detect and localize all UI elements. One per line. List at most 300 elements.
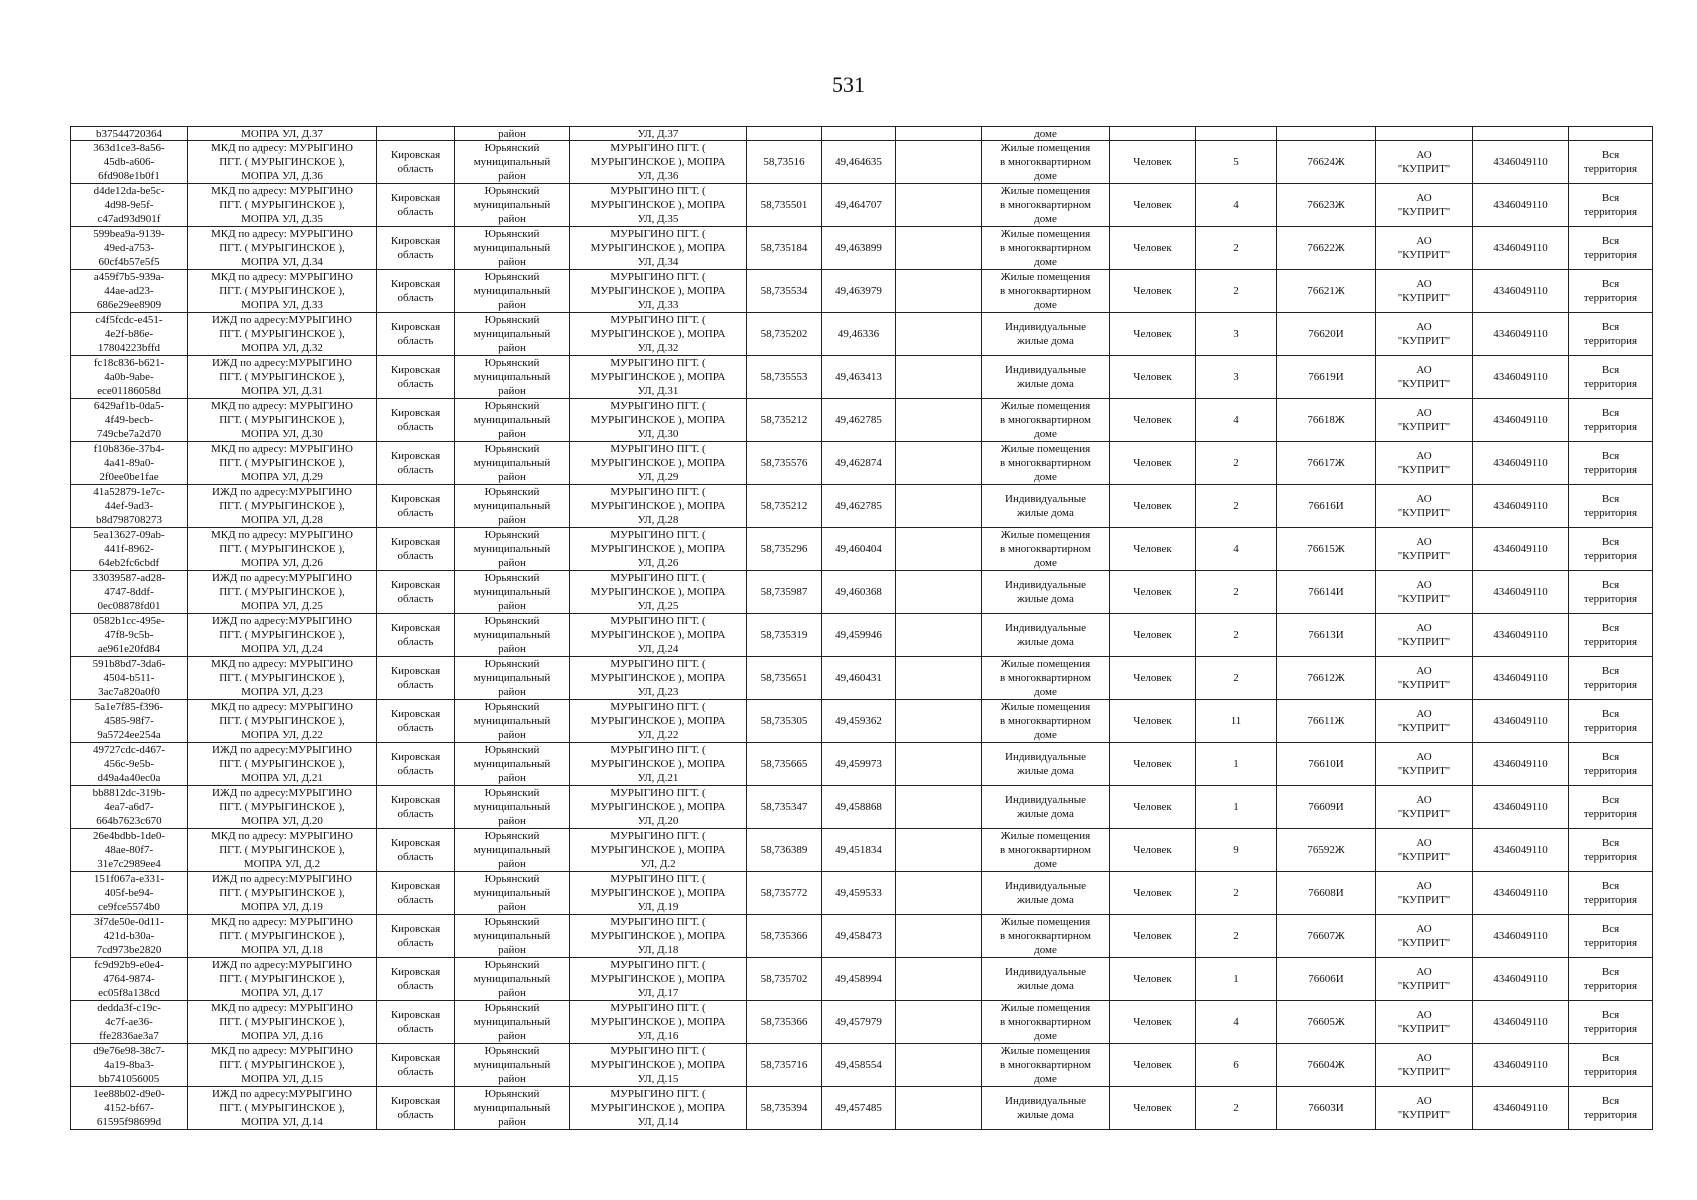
table-row (71, 270, 1653, 313)
object-name-cell: ИЖД по адресу:МУРЫГИНО ПГТ. ( МУРЫГИНСКОЕ ), МОПРА УЛ, Д.32 (188, 313, 377, 356)
code-cell: 76620И (1277, 313, 1376, 356)
empty-cell (896, 270, 982, 313)
district-cell: Юрьянский муниципальный район (455, 1087, 570, 1130)
territory-cell: Вся территория (1569, 227, 1653, 270)
code-cell: 76623Ж (1277, 184, 1376, 227)
unit-cell: Человек (1110, 614, 1196, 657)
table-row (71, 657, 1653, 700)
table-body (71, 127, 1653, 1130)
address-cell: УЛ, Д.37 (570, 127, 747, 141)
quantity-cell: 4 (1196, 528, 1277, 571)
latitude-cell: 58,735651 (747, 657, 822, 700)
latitude-cell: 58,735501 (747, 184, 822, 227)
latitude-cell: 58,735184 (747, 227, 822, 270)
address-cell: МУРЫГИНО ПГТ. ( МУРЫГИНСКОЕ ), МОПРА УЛ, Д.33 (570, 270, 747, 313)
latitude-cell: 58,735394 (747, 1087, 822, 1130)
region-cell: Кировская область (377, 528, 455, 571)
code-cell: 76618Ж (1277, 399, 1376, 442)
code-cell (1277, 127, 1376, 141)
latitude-cell: 58,735202 (747, 313, 822, 356)
category-cell: Индивидуальные жилые дома (982, 786, 1110, 829)
organization-cell: АО "КУПРИТ" (1376, 1001, 1473, 1044)
longitude-cell: 49,459973 (822, 743, 896, 786)
quantity-cell: 1 (1196, 786, 1277, 829)
district-cell: Юрьянский муниципальный район (455, 571, 570, 614)
inn-cell: 4346049110 (1473, 786, 1569, 829)
code-cell: 76605Ж (1277, 1001, 1376, 1044)
organization-cell: АО "КУПРИТ" (1376, 270, 1473, 313)
inn-cell: 4346049110 (1473, 485, 1569, 528)
table-row (71, 872, 1653, 915)
guid-cell: 591b8bd7-3da6- 4504-b511- 3ac7a820a0f0 (71, 657, 188, 700)
longitude-cell: 49,458994 (822, 958, 896, 1001)
table-row (71, 184, 1653, 227)
latitude-cell: 58,735296 (747, 528, 822, 571)
empty-cell (896, 743, 982, 786)
district-cell: Юрьянский муниципальный район (455, 872, 570, 915)
unit-cell: Человек (1110, 786, 1196, 829)
guid-cell: 6429af1b-0da5- 4f49-becb- 749cbe7a2d70 (71, 399, 188, 442)
region-cell: Кировская область (377, 829, 455, 872)
unit-cell: Человек (1110, 958, 1196, 1001)
table-row (71, 958, 1653, 1001)
table-row (71, 141, 1653, 184)
longitude-cell: 49,460368 (822, 571, 896, 614)
territory-cell: Вся территория (1569, 442, 1653, 485)
region-cell: Кировская область (377, 614, 455, 657)
region-cell: Кировская область (377, 872, 455, 915)
region-cell: Кировская область (377, 227, 455, 270)
inn-cell: 4346049110 (1473, 571, 1569, 614)
address-cell: МУРЫГИНО ПГТ. ( МУРЫГИНСКОЕ ), МОПРА УЛ, Д.34 (570, 227, 747, 270)
district-cell: Юрьянский муниципальный район (455, 313, 570, 356)
guid-cell: 363d1ce3-8a56- 45db-a606- 6fd908e1b0f1 (71, 141, 188, 184)
inn-cell (1473, 127, 1569, 141)
district-cell: Юрьянский муниципальный район (455, 356, 570, 399)
quantity-cell: 2 (1196, 442, 1277, 485)
region-cell: Кировская область (377, 313, 455, 356)
address-cell: МУРЫГИНО ПГТ. ( МУРЫГИНСКОЕ ), МОПРА УЛ, Д.22 (570, 700, 747, 743)
territory-cell: Вся территория (1569, 614, 1653, 657)
longitude-cell: 49,457979 (822, 1001, 896, 1044)
empty-cell (896, 1087, 982, 1130)
code-cell: 76613И (1277, 614, 1376, 657)
code-cell: 76615Ж (1277, 528, 1376, 571)
inn-cell: 4346049110 (1473, 700, 1569, 743)
quantity-cell: 6 (1196, 1044, 1277, 1087)
territory-cell: Вся территория (1569, 657, 1653, 700)
object-name-cell: ИЖД по адресу:МУРЫГИНО ПГТ. ( МУРЫГИНСКОЕ ), МОПРА УЛ, Д.28 (188, 485, 377, 528)
quantity-cell: 1 (1196, 958, 1277, 1001)
region-cell: Кировская область (377, 915, 455, 958)
quantity-cell: 1 (1196, 743, 1277, 786)
object-name-cell: МКД по адресу: МУРЫГИНО ПГТ. ( МУРЫГИНСКОЕ ), МОПРА УЛ, Д.15 (188, 1044, 377, 1087)
quantity-cell: 2 (1196, 227, 1277, 270)
category-cell: Индивидуальные жилые дома (982, 958, 1110, 1001)
longitude-cell: 49,458554 (822, 1044, 896, 1087)
quantity-cell: 4 (1196, 184, 1277, 227)
unit-cell: Человек (1110, 915, 1196, 958)
address-cell: МУРЫГИНО ПГТ. ( МУРЫГИНСКОЕ ), МОПРА УЛ, Д.31 (570, 356, 747, 399)
district-cell: Юрьянский муниципальный район (455, 743, 570, 786)
latitude-cell: 58,735212 (747, 485, 822, 528)
category-cell: Жилые помещения в многоквартирном доме (982, 700, 1110, 743)
district-cell: Юрьянский муниципальный район (455, 227, 570, 270)
inn-cell: 4346049110 (1473, 313, 1569, 356)
region-cell: Кировская область (377, 571, 455, 614)
organization-cell: АО "КУПРИТ" (1376, 743, 1473, 786)
unit-cell: Человек (1110, 442, 1196, 485)
latitude-cell: 58,735366 (747, 1001, 822, 1044)
empty-cell (896, 227, 982, 270)
address-cell: МУРЫГИНО ПГТ. ( МУРЫГИНСКОЕ ), МОПРА УЛ, Д.32 (570, 313, 747, 356)
empty-cell (896, 829, 982, 872)
longitude-cell: 49,451834 (822, 829, 896, 872)
code-cell: 76616И (1277, 485, 1376, 528)
code-cell: 76610И (1277, 743, 1376, 786)
inn-cell: 4346049110 (1473, 915, 1569, 958)
organization-cell: АО "КУПРИТ" (1376, 313, 1473, 356)
longitude-cell: 49,458473 (822, 915, 896, 958)
guid-cell: 41a52879-1e7c- 44ef-9ad3- b8d798708273 (71, 485, 188, 528)
address-cell: МУРЫГИНО ПГТ. ( МУРЫГИНСКОЕ ), МОПРА УЛ, Д.15 (570, 1044, 747, 1087)
category-cell: Индивидуальные жилые дома (982, 872, 1110, 915)
organization-cell: АО "КУПРИТ" (1376, 571, 1473, 614)
empty-cell (896, 184, 982, 227)
longitude-cell (822, 127, 896, 141)
quantity-cell: 2 (1196, 571, 1277, 614)
object-name-cell: МКД по адресу: МУРЫГИНО ПГТ. ( МУРЫГИНСКОЕ ), МОПРА УЛ, Д.26 (188, 528, 377, 571)
code-cell: 76607Ж (1277, 915, 1376, 958)
district-cell: Юрьянский муниципальный район (455, 1001, 570, 1044)
organization-cell: АО "КУПРИТ" (1376, 442, 1473, 485)
district-cell: Юрьянский муниципальный район (455, 141, 570, 184)
territory-cell: Вся территория (1569, 700, 1653, 743)
inn-cell: 4346049110 (1473, 356, 1569, 399)
district-cell: Юрьянский муниципальный район (455, 786, 570, 829)
longitude-cell: 49,463899 (822, 227, 896, 270)
category-cell: Жилые помещения в многоквартирном доме (982, 399, 1110, 442)
longitude-cell: 49,458868 (822, 786, 896, 829)
latitude-cell: 58,735366 (747, 915, 822, 958)
object-name-cell: МКД по адресу: МУРЫГИНО ПГТ. ( МУРЫГИНСКОЕ ), МОПРА УЛ, Д.30 (188, 399, 377, 442)
unit-cell: Человек (1110, 1044, 1196, 1087)
table-row (71, 528, 1653, 571)
unit-cell: Человек (1110, 485, 1196, 528)
table-row (71, 442, 1653, 485)
inn-cell: 4346049110 (1473, 743, 1569, 786)
object-name-cell: МКД по адресу: МУРЫГИНО ПГТ. ( МУРЫГИНСКОЕ ), МОПРА УЛ, Д.35 (188, 184, 377, 227)
guid-cell: a459f7b5-939a- 44ae-ad23- 686e29ee8909 (71, 270, 188, 313)
unit-cell: Человек (1110, 1001, 1196, 1044)
inn-cell: 4346049110 (1473, 528, 1569, 571)
latitude-cell: 58,735772 (747, 872, 822, 915)
inn-cell: 4346049110 (1473, 270, 1569, 313)
territory-cell: Вся территория (1569, 141, 1653, 184)
object-name-cell: МОПРА УЛ, Д.37 (188, 127, 377, 141)
address-cell: МУРЫГИНО ПГТ. ( МУРЫГИНСКОЕ ), МОПРА УЛ, Д.20 (570, 786, 747, 829)
unit-cell: Человек (1110, 1087, 1196, 1130)
table-row (71, 614, 1653, 657)
longitude-cell: 49,460431 (822, 657, 896, 700)
guid-cell: 26e4bdbb-1de0- 48ae-80f7- 31e7c2989ee4 (71, 829, 188, 872)
district-cell: Юрьянский муниципальный район (455, 184, 570, 227)
guid-cell: dedda3f-c19c- 4c7f-ae36- ffe2836ae3a7 (71, 1001, 188, 1044)
empty-cell (896, 872, 982, 915)
table-row (71, 743, 1653, 786)
unit-cell: Человек (1110, 872, 1196, 915)
district-cell: Юрьянский муниципальный район (455, 485, 570, 528)
region-cell: Кировская область (377, 1001, 455, 1044)
longitude-cell: 49,459946 (822, 614, 896, 657)
organization-cell: АО "КУПРИТ" (1376, 786, 1473, 829)
district-cell: Юрьянский муниципальный район (455, 270, 570, 313)
region-cell: Кировская область (377, 485, 455, 528)
region-cell: Кировская область (377, 442, 455, 485)
quantity-cell: 3 (1196, 356, 1277, 399)
region-cell: Кировская область (377, 1087, 455, 1130)
territory-cell: Вся территория (1569, 786, 1653, 829)
table-row (71, 1001, 1653, 1044)
territory-cell (1569, 127, 1653, 141)
unit-cell: Человек (1110, 743, 1196, 786)
category-cell: Индивидуальные жилые дома (982, 356, 1110, 399)
guid-cell: d4de12da-be5c- 4d98-9e5f- c47ad93d901f (71, 184, 188, 227)
address-cell: МУРЫГИНО ПГТ. ( МУРЫГИНСКОЕ ), МОПРА УЛ, Д.30 (570, 399, 747, 442)
organization-cell: АО "КУПРИТ" (1376, 1044, 1473, 1087)
district-cell: Юрьянский муниципальный район (455, 614, 570, 657)
guid-cell: f10b836e-37b4- 4a41-89a0- 2f0ee0be1fae (71, 442, 188, 485)
organization-cell (1376, 127, 1473, 141)
code-cell: 76614И (1277, 571, 1376, 614)
empty-cell (896, 399, 982, 442)
inn-cell: 4346049110 (1473, 1044, 1569, 1087)
guid-cell: c4f5fcdc-e451- 4e2f-b86e- 17804223bffd (71, 313, 188, 356)
guid-cell: bb8812dc-319b- 4ea7-a6d7- 664b7623c670 (71, 786, 188, 829)
latitude-cell: 58,735716 (747, 1044, 822, 1087)
object-name-cell: ИЖД по адресу:МУРЫГИНО ПГТ. ( МУРЫГИНСКОЕ ), МОПРА УЛ, Д.21 (188, 743, 377, 786)
object-name-cell: ИЖД по адресу:МУРЫГИНО ПГТ. ( МУРЫГИНСКОЕ ), МОПРА УЛ, Д.19 (188, 872, 377, 915)
code-cell: 76619И (1277, 356, 1376, 399)
unit-cell: Человек (1110, 700, 1196, 743)
latitude-cell (747, 127, 822, 141)
region-cell: Кировская область (377, 743, 455, 786)
longitude-cell: 49,462874 (822, 442, 896, 485)
guid-cell: 5ea13627-09ab- 441f-8962- 64eb2fc6cbdf (71, 528, 188, 571)
latitude-cell: 58,735319 (747, 614, 822, 657)
category-cell: Индивидуальные жилые дома (982, 614, 1110, 657)
empty-cell (896, 485, 982, 528)
table-row (71, 700, 1653, 743)
table-row (71, 571, 1653, 614)
guid-cell: 0582b1cc-495e- 47f8-9c5b- ae961e20fd84 (71, 614, 188, 657)
category-cell: Жилые помещения в многоквартирном доме (982, 915, 1110, 958)
territory-cell: Вся территория (1569, 1087, 1653, 1130)
inn-cell: 4346049110 (1473, 614, 1569, 657)
quantity-cell: 3 (1196, 313, 1277, 356)
quantity-cell: 2 (1196, 1087, 1277, 1130)
table-row (71, 829, 1653, 872)
latitude-cell: 58,735347 (747, 786, 822, 829)
code-cell: 76621Ж (1277, 270, 1376, 313)
territory-cell: Вся территория (1569, 958, 1653, 1001)
inn-cell: 4346049110 (1473, 1001, 1569, 1044)
district-cell: Юрьянский муниципальный район (455, 657, 570, 700)
territory-cell: Вся территория (1569, 1044, 1653, 1087)
latitude-cell: 58,735665 (747, 743, 822, 786)
object-name-cell: МКД по адресу: МУРЫГИНО ПГТ. ( МУРЫГИНСКОЕ ), МОПРА УЛ, Д.33 (188, 270, 377, 313)
organization-cell: АО "КУПРИТ" (1376, 872, 1473, 915)
inn-cell: 4346049110 (1473, 141, 1569, 184)
guid-cell: 151f067a-e331- 405f-be94- ce9fce5574b0 (71, 872, 188, 915)
latitude-cell: 58,735576 (747, 442, 822, 485)
object-name-cell: ИЖД по адресу:МУРЫГИНО ПГТ. ( МУРЫГИНСКОЕ ), МОПРА УЛ, Д.31 (188, 356, 377, 399)
quantity-cell: 5 (1196, 141, 1277, 184)
empty-cell (896, 528, 982, 571)
category-cell: Жилые помещения в многоквартирном доме (982, 442, 1110, 485)
quantity-cell: 9 (1196, 829, 1277, 872)
guid-cell: 599bea9a-9139- 49ed-a753- 60cf4b57e5f5 (71, 227, 188, 270)
table-row (71, 1087, 1653, 1130)
organization-cell: АО "КУПРИТ" (1376, 141, 1473, 184)
territory-cell: Вся территория (1569, 485, 1653, 528)
unit-cell: Человек (1110, 528, 1196, 571)
category-cell: Жилые помещения в многоквартирном доме (982, 184, 1110, 227)
territory-cell: Вся территория (1569, 313, 1653, 356)
district-cell: район (455, 127, 570, 141)
code-cell: 76624Ж (1277, 141, 1376, 184)
unit-cell: Человек (1110, 313, 1196, 356)
address-cell: МУРЫГИНО ПГТ. ( МУРЫГИНСКОЕ ), МОПРА УЛ, Д.18 (570, 915, 747, 958)
category-cell: Жилые помещения в многоквартирном доме (982, 141, 1110, 184)
object-name-cell: ИЖД по адресу:МУРЫГИНО ПГТ. ( МУРЫГИНСКОЕ ), МОПРА УЛ, Д.25 (188, 571, 377, 614)
territory-cell: Вся территория (1569, 184, 1653, 227)
address-cell: МУРЫГИНО ПГТ. ( МУРЫГИНСКОЕ ), МОПРА УЛ, Д.36 (570, 141, 747, 184)
unit-cell: Человек (1110, 270, 1196, 313)
territory-cell: Вся территория (1569, 872, 1653, 915)
organization-cell: АО "КУПРИТ" (1376, 184, 1473, 227)
empty-cell (896, 141, 982, 184)
territory-cell: Вся территория (1569, 915, 1653, 958)
table-row (71, 786, 1653, 829)
latitude-cell: 58,736389 (747, 829, 822, 872)
region-cell: Кировская область (377, 958, 455, 1001)
category-cell: Индивидуальные жилые дома (982, 313, 1110, 356)
guid-cell: fc9d92b9-e0e4- 4764-9874- ec05f8a138cd (71, 958, 188, 1001)
unit-cell: Человек (1110, 829, 1196, 872)
address-cell: МУРЫГИНО ПГТ. ( МУРЫГИНСКОЕ ), МОПРА УЛ, Д.19 (570, 872, 747, 915)
longitude-cell: 49,457485 (822, 1087, 896, 1130)
category-cell: Жилые помещения в многоквартирном доме (982, 1001, 1110, 1044)
unit-cell: Человек (1110, 571, 1196, 614)
category-cell: Жилые помещения в многоквартирном доме (982, 829, 1110, 872)
inn-cell: 4346049110 (1473, 958, 1569, 1001)
code-cell: 76592Ж (1277, 829, 1376, 872)
category-cell: Жилые помещения в многоквартирном доме (982, 1044, 1110, 1087)
object-name-cell: ИЖД по адресу:МУРЫГИНО ПГТ. ( МУРЫГИНСКОЕ ), МОПРА УЛ, Д.24 (188, 614, 377, 657)
category-cell: Жилые помещения в многоквартирном доме (982, 270, 1110, 313)
category-cell: Индивидуальные жилые дома (982, 1087, 1110, 1130)
district-cell: Юрьянский муниципальный район (455, 958, 570, 1001)
category-cell: Индивидуальные жилые дома (982, 485, 1110, 528)
code-cell: 76617Ж (1277, 442, 1376, 485)
latitude-cell: 58,735305 (747, 700, 822, 743)
code-cell: 76606И (1277, 958, 1376, 1001)
territory-cell: Вся территория (1569, 528, 1653, 571)
territory-cell: Вся территория (1569, 356, 1653, 399)
region-cell: Кировская область (377, 657, 455, 700)
code-cell: 76611Ж (1277, 700, 1376, 743)
table-row (71, 127, 1653, 141)
address-cell: МУРЫГИНО ПГТ. ( МУРЫГИНСКОЕ ), МОПРА УЛ, Д.14 (570, 1087, 747, 1130)
district-cell: Юрьянский муниципальный район (455, 399, 570, 442)
guid-cell: fc18c836-b621- 4a0b-9abe- ece01186058d (71, 356, 188, 399)
inn-cell: 4346049110 (1473, 442, 1569, 485)
region-cell: Кировская область (377, 700, 455, 743)
longitude-cell: 49,463413 (822, 356, 896, 399)
longitude-cell: 49,463979 (822, 270, 896, 313)
address-cell: МУРЫГИНО ПГТ. ( МУРЫГИНСКОЕ ), МОПРА УЛ, Д.25 (570, 571, 747, 614)
quantity-cell: 2 (1196, 485, 1277, 528)
inn-cell: 4346049110 (1473, 184, 1569, 227)
address-cell: МУРЫГИНО ПГТ. ( МУРЫГИНСКОЕ ), МОПРА УЛ, Д.26 (570, 528, 747, 571)
category-cell: Индивидуальные жилые дома (982, 743, 1110, 786)
category-cell: Жилые помещения в многоквартирном доме (982, 227, 1110, 270)
object-name-cell: ИЖД по адресу:МУРЫГИНО ПГТ. ( МУРЫГИНСКОЕ ), МОПРА УЛ, Д.20 (188, 786, 377, 829)
address-cell: МУРЫГИНО ПГТ. ( МУРЫГИНСКОЕ ), МОПРА УЛ, Д.29 (570, 442, 747, 485)
empty-cell (896, 958, 982, 1001)
quantity-cell (1196, 127, 1277, 141)
latitude-cell: 58,735987 (747, 571, 822, 614)
empty-cell (896, 571, 982, 614)
district-cell: Юрьянский муниципальный район (455, 915, 570, 958)
inn-cell: 4346049110 (1473, 1087, 1569, 1130)
category-cell: доме (982, 127, 1110, 141)
region-cell: Кировская область (377, 141, 455, 184)
unit-cell: Человек (1110, 657, 1196, 700)
region-cell: Кировская область (377, 786, 455, 829)
organization-cell: АО "КУПРИТ" (1376, 657, 1473, 700)
table-row (71, 399, 1653, 442)
longitude-cell: 49,464707 (822, 184, 896, 227)
organization-cell: АО "КУПРИТ" (1376, 485, 1473, 528)
inn-cell: 4346049110 (1473, 872, 1569, 915)
empty-cell (896, 786, 982, 829)
address-cell: МУРЫГИНО ПГТ. ( МУРЫГИНСКОЕ ), МОПРА УЛ, Д.17 (570, 958, 747, 1001)
quantity-cell: 2 (1196, 657, 1277, 700)
object-name-cell: ИЖД по адресу:МУРЫГИНО ПГТ. ( МУРЫГИНСКОЕ ), МОПРА УЛ, Д.14 (188, 1087, 377, 1130)
quantity-cell: 2 (1196, 915, 1277, 958)
object-name-cell: МКД по адресу: МУРЫГИНО ПГТ. ( МУРЫГИНСКОЕ ), МОПРА УЛ, Д.16 (188, 1001, 377, 1044)
empty-cell (896, 313, 982, 356)
latitude-cell: 58,735553 (747, 356, 822, 399)
longitude-cell: 49,46336 (822, 313, 896, 356)
table-row (71, 313, 1653, 356)
territory-cell: Вся территория (1569, 1001, 1653, 1044)
organization-cell: АО "КУПРИТ" (1376, 1087, 1473, 1130)
guid-cell: 33039587-ad28- 4747-8ddf- 0ec08878fd01 (71, 571, 188, 614)
table-row (71, 485, 1653, 528)
empty-cell (896, 700, 982, 743)
object-name-cell: МКД по адресу: МУРЫГИНО ПГТ. ( МУРЫГИНСКОЕ ), МОПРА УЛ, Д.29 (188, 442, 377, 485)
district-cell: Юрьянский муниципальный район (455, 829, 570, 872)
longitude-cell: 49,462785 (822, 485, 896, 528)
inn-cell: 4346049110 (1473, 657, 1569, 700)
code-cell: 76603И (1277, 1087, 1376, 1130)
address-cell: МУРЫГИНО ПГТ. ( МУРЫГИНСКОЕ ), МОПРА УЛ, Д.35 (570, 184, 747, 227)
quantity-cell: 11 (1196, 700, 1277, 743)
empty-cell (896, 442, 982, 485)
